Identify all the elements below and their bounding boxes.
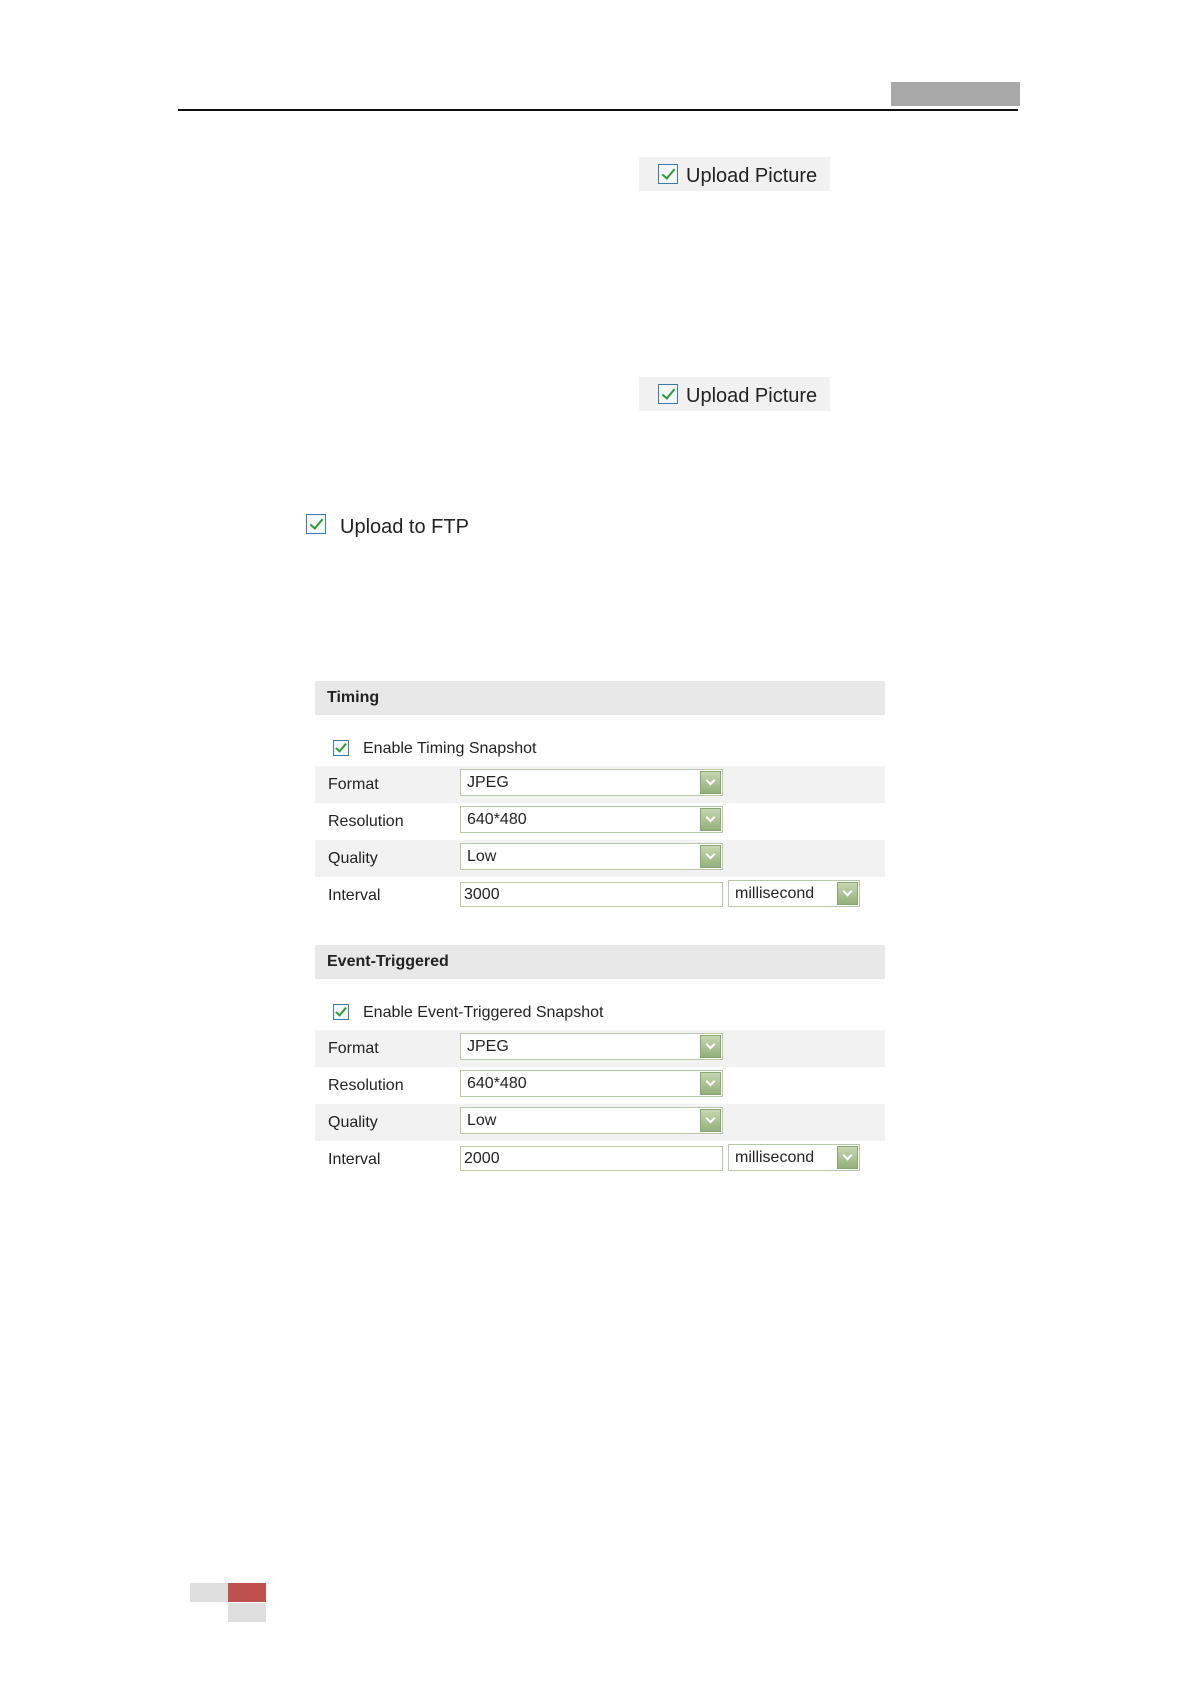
interval-label: Interval xyxy=(328,1151,381,1168)
resolution-label: Resolution xyxy=(328,813,404,830)
timing-interval-input[interactable] xyxy=(460,882,723,907)
header-rule xyxy=(178,109,1018,111)
upload-picture-checkbox[interactable] xyxy=(658,384,678,404)
footer-grey-block xyxy=(190,1583,228,1602)
enable-event-triggered-snapshot-row xyxy=(315,995,885,1031)
event-quality-value: Low xyxy=(467,1112,497,1129)
timing-section-header: Timing xyxy=(315,681,885,715)
enable-event-triggered-snapshot-checkbox[interactable] xyxy=(333,1004,349,1020)
chevron-down-icon[interactable] xyxy=(700,1109,721,1132)
timing-interval-value: 3000 xyxy=(464,886,500,903)
timing-interval-unit-select[interactable] xyxy=(728,880,860,907)
chevron-down-icon[interactable] xyxy=(700,771,721,794)
upload-to-ftp-label: Upload to FTP xyxy=(340,516,469,538)
timing-format-value: JPEG xyxy=(467,774,509,791)
event-interval-unit: millisecond xyxy=(735,1149,815,1166)
event-resolution-row xyxy=(315,1067,885,1104)
format-label: Format xyxy=(328,776,379,793)
upload-to-ftp-checkbox[interactable] xyxy=(306,514,326,534)
timing-quality-value: Low xyxy=(467,848,497,865)
enable-timing-snapshot-checkbox[interactable] xyxy=(333,740,349,756)
chevron-down-icon[interactable] xyxy=(700,1035,721,1058)
event-format-row xyxy=(315,1030,885,1067)
timing-resolution-row xyxy=(315,803,885,840)
chevron-down-icon[interactable] xyxy=(700,1072,721,1095)
quality-label: Quality xyxy=(328,1114,378,1131)
upload-picture-checkbox[interactable] xyxy=(658,164,678,184)
timing-interval-unit: millisecond xyxy=(735,885,815,902)
event-resolution-value: 640*480 xyxy=(467,1075,527,1092)
timing-quality-row xyxy=(315,840,885,877)
enable-event-triggered-snapshot-label: Enable Event-Triggered Snapshot xyxy=(363,1004,604,1021)
timing-resolution-value: 640*480 xyxy=(467,811,527,828)
footer-red-block xyxy=(228,1583,266,1602)
header-tab-block xyxy=(891,82,1020,106)
enable-timing-snapshot-row xyxy=(315,731,885,767)
upload-picture-label: Upload Picture xyxy=(686,385,818,407)
timing-format-select[interactable] xyxy=(460,769,723,796)
timing-format-row xyxy=(315,766,885,803)
chevron-down-icon[interactable] xyxy=(700,845,721,868)
chevron-down-icon[interactable] xyxy=(837,882,858,905)
upload-picture-label: Upload Picture xyxy=(686,165,818,187)
timing-interval-row xyxy=(315,877,885,914)
event-triggered-section-header: Event-Triggered xyxy=(315,945,885,979)
event-interval-value: 2000 xyxy=(464,1150,500,1167)
event-interval-unit-select[interactable] xyxy=(728,1144,860,1171)
format-label: Format xyxy=(328,1040,379,1057)
event-resolution-select[interactable] xyxy=(460,1070,723,1097)
chevron-down-icon[interactable] xyxy=(837,1146,858,1169)
upload-picture-snippet-1 xyxy=(639,157,830,191)
event-interval-input[interactable] xyxy=(460,1146,723,1171)
event-quality-select[interactable] xyxy=(460,1107,723,1134)
snapshot-settings-panel xyxy=(315,681,885,1171)
quality-label: Quality xyxy=(328,850,378,867)
upload-picture-snippet-2 xyxy=(639,377,830,411)
event-format-select[interactable] xyxy=(460,1033,723,1060)
timing-resolution-select[interactable] xyxy=(460,806,723,833)
footer-grey-block xyxy=(228,1603,266,1622)
timing-quality-select[interactable] xyxy=(460,843,723,870)
event-interval-row xyxy=(315,1141,885,1178)
resolution-label: Resolution xyxy=(328,1077,404,1094)
enable-timing-snapshot-label: Enable Timing Snapshot xyxy=(363,740,537,757)
chevron-down-icon[interactable] xyxy=(700,808,721,831)
event-format-value: JPEG xyxy=(467,1038,509,1055)
event-quality-row xyxy=(315,1104,885,1141)
interval-label: Interval xyxy=(328,887,381,904)
